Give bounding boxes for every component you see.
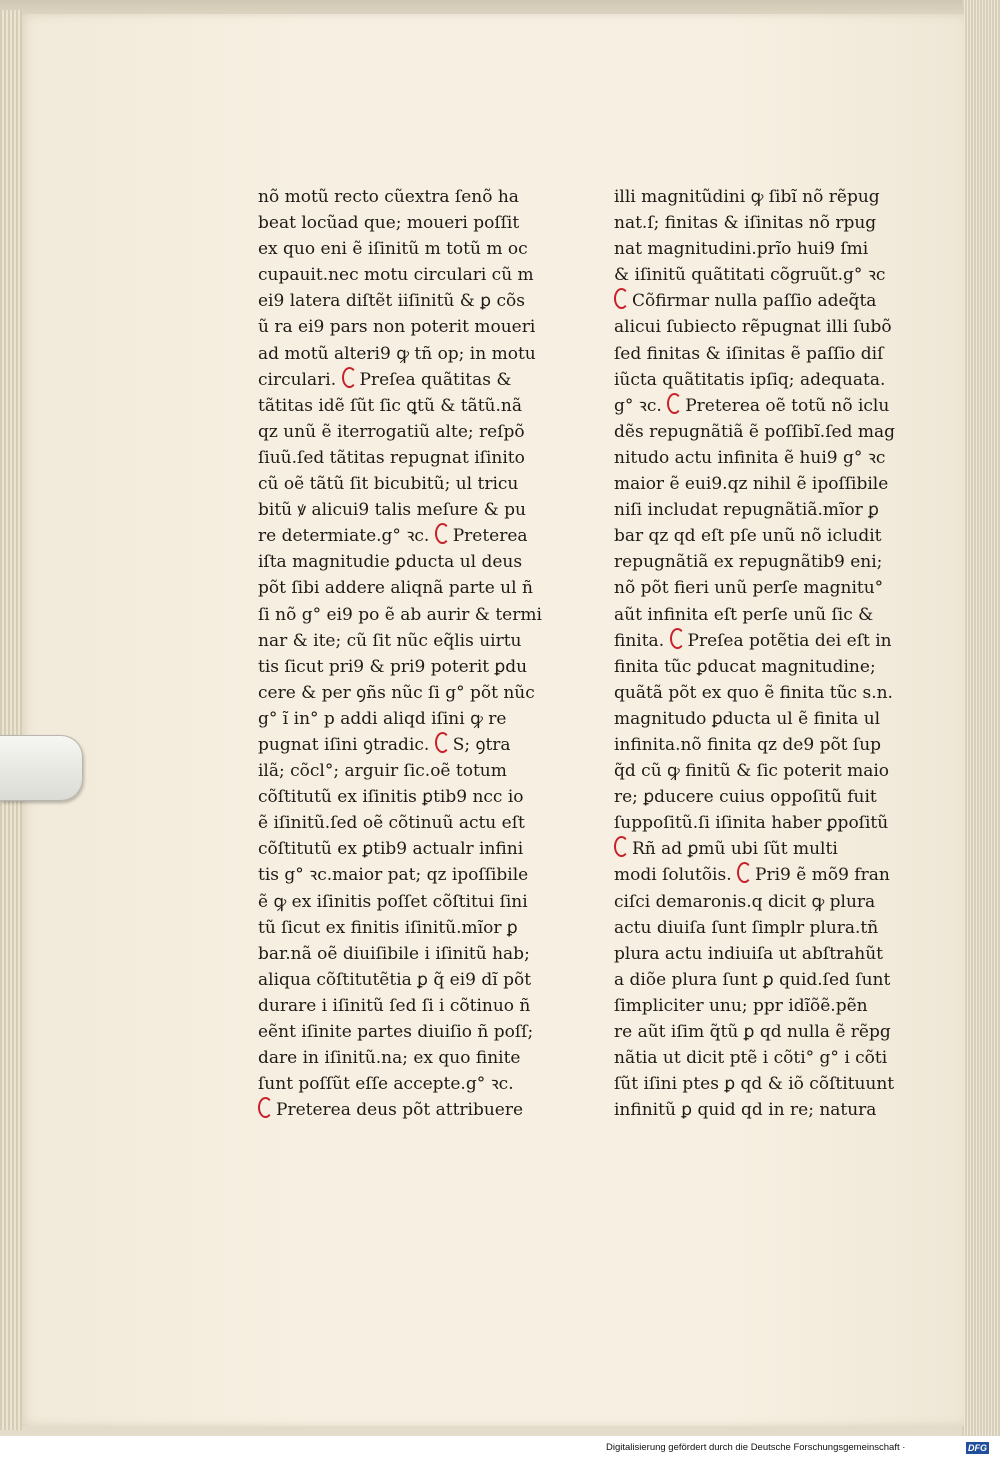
- line-text: quãtã põt ex quo ẽ finita tũc s.n.: [614, 682, 893, 703]
- digitization-credit: Digitalisierung gefördert durch die Deutsche Forschungsgemeinschaft ·: [606, 1442, 906, 1453]
- text-line: [258, 602, 564, 628]
- line-text: Pri9 ẽ mõ9 fran: [755, 865, 890, 886]
- text-line: [614, 236, 914, 262]
- text-line: [258, 628, 564, 654]
- line-text: modi ſolutõis.: [614, 865, 732, 886]
- line-text: dẽs repugnãtiã ẽ poſſibĩ.ſed mag: [614, 421, 895, 442]
- line-text: Preterea: [452, 526, 528, 547]
- text-line: [614, 262, 914, 288]
- text-line: [258, 1019, 564, 1045]
- line-text: nõ motũ recto cũextra ſenõ ha: [258, 187, 519, 207]
- paragraph-mark-icon: [614, 836, 629, 857]
- text-line: [258, 471, 564, 497]
- line-text: eẽnt iſinite partes diuiſio ñ poſſ;: [258, 1022, 534, 1042]
- line-text: cupauit.nec motu circulari cũ m: [258, 265, 534, 286]
- text-line: [614, 210, 914, 236]
- paragraph-mark-icon: [342, 367, 357, 388]
- line-text: nãtia ut dicit ptẽ i cõti° g° i cõti: [614, 1048, 888, 1069]
- text-line: [614, 680, 914, 706]
- line-text: ẽ ꝙ ex iſinitis poſſet cõſtitui ſini: [258, 891, 528, 912]
- line-text: aũt infinita eſt perſe unũ ſic &: [614, 604, 874, 625]
- line-text: Preterea deus põt attribuere: [276, 1100, 524, 1121]
- text-line: [258, 1097, 564, 1123]
- text-line: [614, 575, 914, 601]
- text-line: [614, 445, 914, 471]
- text-line: [258, 341, 564, 367]
- text-line: [258, 288, 564, 314]
- line-text: nat.ſ; finitas & iſinitas nõ rpug: [614, 213, 877, 234]
- line-text: cõſtitutũ ex iſinitis ꝑtib9 ncc io: [258, 787, 524, 808]
- text-line: [258, 889, 564, 915]
- line-text: cõſtitutũ ex ꝑtib9 actualr infini: [258, 839, 524, 860]
- line-text: re determiate.g° ꝛc.: [258, 526, 430, 547]
- left-text-column: [258, 184, 564, 1123]
- text-line: [258, 575, 564, 601]
- text-line: [258, 993, 564, 1019]
- line-text: g° ꝛc.: [614, 395, 662, 416]
- text-line: [258, 836, 564, 862]
- line-text: actu diuiſa ſunt ſimplr plura.tñ: [614, 917, 879, 938]
- line-text: cere & per ꝯñs nũc ſi g° põt nũc: [258, 682, 535, 703]
- text-line: [614, 810, 914, 836]
- line-text: tũ ſicut ex finitis iſinitũ.mĩor ꝑ: [258, 917, 518, 938]
- line-text: g° ĩ in° p addi aliqd iſini ꝙ re: [258, 708, 507, 729]
- line-text: tis g° ꝛc.maior pat; qz ipoſſibile: [258, 865, 529, 886]
- text-line: [258, 1045, 564, 1071]
- paragraph-mark-icon: [435, 732, 450, 753]
- text-line: [614, 184, 914, 210]
- line-text: q̃d cũ ꝙ finitũ & ſic poterit maio: [614, 761, 890, 782]
- text-line: [258, 419, 564, 445]
- line-text: iũcta quãtitatis ipſiq; adequata.: [614, 369, 886, 390]
- text-line: [258, 523, 564, 549]
- line-text: dare in iſinitũ.na; ex quo finite: [258, 1048, 521, 1069]
- text-line: [614, 497, 914, 523]
- line-text: nõ põt fieri unũ perſe magnitu°: [614, 578, 884, 599]
- line-text: plura actu indiuiſa ut abſtrahũt: [614, 943, 884, 964]
- text-line: [614, 549, 914, 575]
- text-line: [258, 393, 564, 419]
- line-text: ſed finitas & iſinitas ẽ paſſio diſ: [614, 343, 884, 364]
- text-line: [614, 784, 914, 810]
- line-text: Preſea potẽtia dei eſt in: [687, 630, 892, 651]
- line-text: ſuppoſitũ.ſi iſinita haber ꝑpoſitũ: [614, 813, 889, 834]
- line-text: ũ ra ei9 pars non poterit moueri: [258, 317, 536, 338]
- text-line: [614, 836, 914, 862]
- paragraph-mark-icon: [258, 1097, 273, 1118]
- text-line: [258, 706, 564, 732]
- text-line: [258, 967, 564, 993]
- line-text: durare i iſinitũ ſed ſi i cõtinuo ñ: [258, 995, 531, 1016]
- line-text: ad motũ alteri9 ꝙ tñ op; in motu: [258, 343, 536, 364]
- line-text: nat magnitudini.prĩo hui9 ſmi: [614, 239, 869, 260]
- line-text: bar.nã oẽ diuiſibile i iſinitũ hab;: [258, 943, 530, 964]
- line-text: infinitũ ꝑ quid qd in re; natura: [614, 1100, 877, 1121]
- text-line: [258, 680, 564, 706]
- text-line: [614, 758, 914, 784]
- line-text: & iſinitũ quãtitati cõgruũt.g° ꝛc: [614, 265, 886, 286]
- text-line: [614, 941, 914, 967]
- text-line: [614, 367, 914, 393]
- line-text: Rñ ad ꝑmũ ubi ſũt multi: [632, 839, 838, 860]
- text-line: [258, 497, 564, 523]
- line-text: niſi includat repugnãtiã.mĩor ꝑ: [614, 500, 879, 521]
- text-line: [614, 1097, 914, 1123]
- line-text: tãtitas idẽ ſũt ſic ꝗtũ & tãtũ.nã: [258, 395, 522, 416]
- text-line: [614, 654, 914, 680]
- text-line: [258, 654, 564, 680]
- line-text: circulari.: [258, 369, 337, 390]
- line-text: infinita.nõ finita qz de9 põt ſup: [614, 734, 882, 755]
- line-text: ſiuũ.ſed tãtitas repugnat iſinito: [258, 447, 525, 468]
- text-line: [614, 341, 914, 367]
- text-line: [258, 314, 564, 340]
- text-line: [614, 889, 914, 915]
- line-text: a diõe plura ſunt ꝑ quid.ſed ſunt: [614, 969, 891, 990]
- text-line: [258, 210, 564, 236]
- line-text: qz unũ ẽ iterrogatiũ alte; reſpõ: [258, 421, 525, 442]
- text-line: [614, 471, 914, 497]
- text-line: [614, 288, 914, 314]
- text-line: [614, 523, 914, 549]
- text-line: [614, 706, 914, 732]
- line-text: repugnãtiã ex repugnãtib9 eni;: [614, 552, 883, 573]
- text-line: [258, 732, 564, 758]
- line-text: ſũt iſini ptes ꝑ qd & iõ cõſtituunt: [614, 1074, 895, 1095]
- text-line: [614, 1071, 914, 1097]
- paragraph-mark-icon: [737, 862, 752, 883]
- text-line: [258, 1071, 564, 1097]
- text-line: [614, 602, 914, 628]
- line-text: ſunt poſſũt eſſe accepte.g° ꝛc.: [258, 1074, 514, 1095]
- text-line: [258, 549, 564, 575]
- text-line: [258, 184, 564, 210]
- line-text: ẽ iſinitũ.ſed oẽ cõtinuũ actu eſt: [258, 813, 525, 834]
- line-text: Preterea oẽ totũ nõ iclu: [685, 395, 890, 416]
- line-text: maior ẽ eui9.qz nihil ẽ ipoſſibile: [614, 474, 889, 495]
- line-text: Preſea quãtitas &: [359, 369, 512, 390]
- text-line: [258, 941, 564, 967]
- text-line: [614, 1045, 914, 1071]
- text-line: [258, 367, 564, 393]
- text-line: [258, 810, 564, 836]
- line-text: pugnat iſini ꝯtradic.: [258, 734, 430, 755]
- line-text: iſta magnitudie ꝑducta ul deus: [258, 552, 523, 573]
- text-line: [614, 419, 914, 445]
- line-text: nitudo actu infinita ẽ hui9 g° ꝛc: [614, 447, 886, 468]
- line-text: bitũ ꝟ alicui9 talis meſure & pu: [258, 500, 526, 521]
- text-line: [614, 314, 914, 340]
- line-text: ſimpliciter unu; ppr idĩõẽ.pẽn: [614, 995, 868, 1016]
- line-text: illi magnitũdini ꝙ ſibĩ nõ rẽpug: [614, 187, 880, 207]
- text-line: [258, 758, 564, 784]
- text-line: [614, 862, 914, 888]
- text-line: [614, 732, 914, 758]
- line-text: finita tũc ꝑducat magnitudine;: [614, 656, 876, 677]
- line-text: ſi nõ g° ei9 po ẽ ab aurir & termi: [258, 604, 542, 625]
- line-text: ciſci demaronis.q dicit ꝙ plura: [614, 891, 876, 912]
- line-text: alicui ſubiecto rẽpugnat illi ſubõ: [614, 317, 892, 338]
- text-line: [258, 915, 564, 941]
- line-text: bar qz qd eſt pſe unũ nõ icludit: [614, 526, 882, 547]
- line-text: re; ꝑducere cuius oppoſitũ fuit: [614, 787, 877, 808]
- text-line: [258, 236, 564, 262]
- line-text: finita.: [614, 630, 665, 651]
- paragraph-mark-icon: [435, 523, 450, 544]
- right-text-column: [614, 184, 914, 1123]
- text-line: [258, 862, 564, 888]
- text-line: [614, 628, 914, 654]
- line-text: magnitudo ꝑducta ul ẽ finita ul: [614, 708, 881, 729]
- line-text: ei9 latera diſtẽt iiſinitũ & ꝑ cõs: [258, 291, 525, 312]
- line-text: beat locũad que; moueri poſſit: [258, 213, 520, 234]
- dfg-logo: DFG: [968, 1443, 987, 1453]
- text-line: [258, 262, 564, 288]
- paragraph-mark-icon: [667, 393, 682, 414]
- paragraph-mark-icon: [614, 288, 629, 309]
- paragraph-mark-icon: [670, 628, 685, 649]
- line-text: põt ſibi addere aliqnã parte ul ñ: [258, 578, 533, 599]
- line-text: tis ſicut pri9 & pri9 poterit ꝑdu: [258, 656, 528, 677]
- line-text: aliqua cõſtitutẽtia ꝑ q̃ ei9 dĩ põt: [258, 969, 532, 990]
- line-text: re aũt iſim q̃tũ ꝑ qd nulla ẽ rẽpg: [614, 1022, 891, 1042]
- text-line: [258, 784, 564, 810]
- text-line: [614, 915, 914, 941]
- line-text: Cõfirmar nulla paſſio adeq̃ta: [632, 291, 877, 312]
- line-text: ilã; cõcl°; arguir ſic.oẽ totum: [258, 761, 507, 782]
- text-line: [258, 445, 564, 471]
- text-line: [614, 967, 914, 993]
- line-text: ex quo eni ẽ iſinitũ m totũ m oc: [258, 239, 528, 260]
- text-line: [614, 993, 914, 1019]
- text-line: [614, 1019, 914, 1045]
- page-clip: [0, 735, 83, 801]
- binding-edge: [0, 10, 22, 1430]
- line-text: nar & ite; cũ ſit nũc eq̃lis uirtu: [258, 630, 522, 651]
- line-text: cũ oẽ tãtũ ſit bicubitũ; ul tricu: [258, 474, 519, 495]
- page-stack-edge: [962, 0, 1000, 1440]
- line-text: S; ꝯtra: [452, 734, 511, 755]
- text-line: [614, 393, 914, 419]
